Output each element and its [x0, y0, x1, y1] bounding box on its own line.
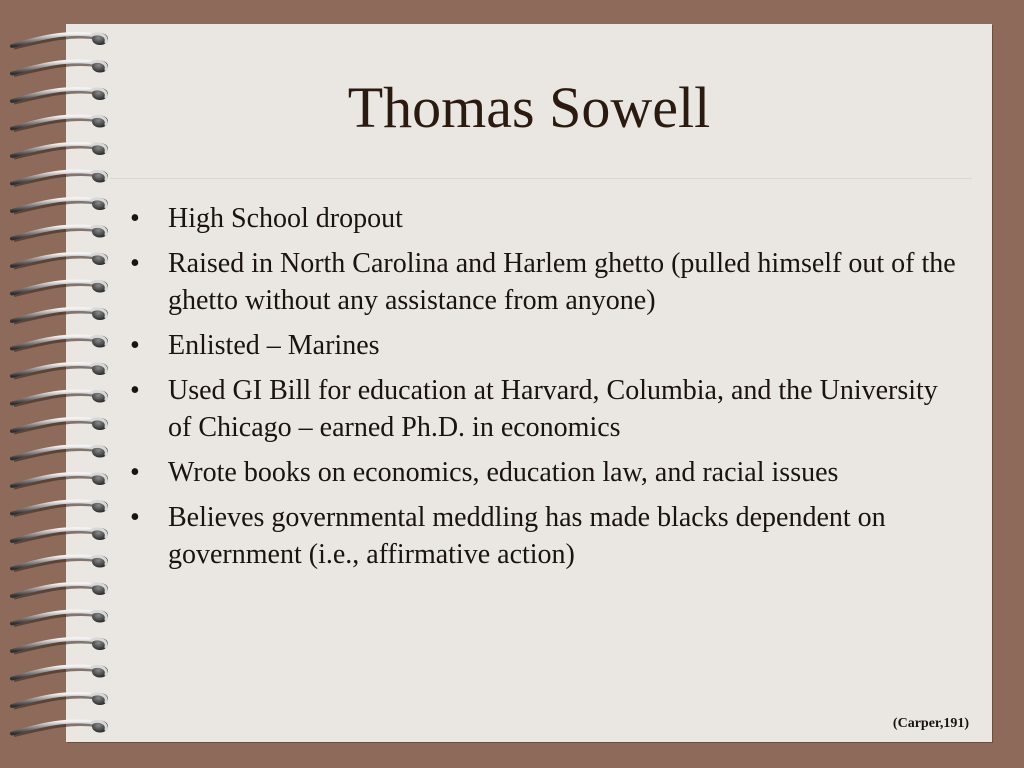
bullet-marker: •	[130, 248, 140, 279]
bullet-marker: •	[130, 330, 140, 361]
spiral-coil	[12, 528, 108, 543]
bullet-text: Believes governmental meddling has made blacks dependent on government (i.e., affirmative action)	[168, 502, 886, 570]
bullet-text: Used GI Bill for education at Harvard, Columbia, and the University of Chicago – earned Ph.D. in economics	[168, 375, 938, 443]
spiral-coil	[12, 418, 108, 433]
spiral-coil	[12, 666, 108, 681]
bullet-text: Wrote books on economics, education law, and racial issues	[168, 457, 839, 488]
bullet-item	[126, 499, 966, 573]
spiral-coil	[12, 473, 108, 488]
spiral-coil	[12, 556, 108, 571]
spiral-coil	[12, 611, 108, 626]
bullet-marker: •	[130, 502, 140, 533]
bullet-list	[126, 200, 966, 581]
title-divider	[110, 178, 972, 179]
spiral-coil	[12, 363, 108, 378]
bullet-text: Enlisted – Marines	[168, 330, 380, 361]
bullet-text: High School dropout	[168, 203, 403, 234]
spiral-coil	[12, 198, 108, 213]
bullet-item	[126, 245, 966, 319]
spiral-coil	[12, 446, 108, 461]
spiral-coil	[12, 171, 108, 186]
bullet-marker: •	[130, 457, 140, 488]
bullet-item	[126, 454, 966, 491]
slide-title: Thomas Sowell	[347, 75, 711, 140]
spiral-coil	[12, 721, 108, 736]
spiral-coil	[12, 693, 108, 708]
bullet-text: Raised in North Carolina and Harlem ghetto (pulled himself out of the ghetto without any assistance from anyone)	[168, 248, 956, 316]
spiral-coil	[12, 61, 108, 76]
spiral-coil	[12, 33, 108, 48]
spiral-coil	[12, 501, 108, 516]
bullet-item	[126, 372, 966, 446]
citation: (Carper,191)	[892, 716, 969, 731]
spiral-coil	[12, 583, 108, 598]
spiral-coil	[12, 638, 108, 653]
bullet-item	[126, 200, 966, 237]
spiral-coil	[12, 391, 108, 406]
spiral-coil	[12, 253, 108, 268]
bullet-item	[126, 327, 966, 364]
spiral-coil	[12, 336, 108, 351]
spiral-coil	[12, 226, 108, 241]
spiral-coil	[12, 281, 108, 296]
spiral-coil	[12, 308, 108, 323]
bullet-marker: •	[130, 203, 140, 234]
bullet-marker: •	[130, 375, 140, 406]
spiral-coil	[12, 143, 108, 158]
